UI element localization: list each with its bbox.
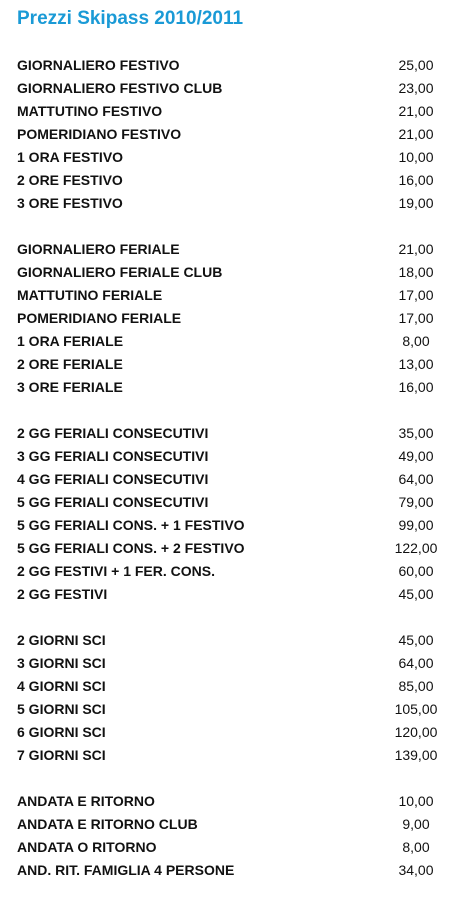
item-price: 8,00: [402, 333, 430, 349]
item-name: 5 GG FERIALI CONS. + 1 FESTIVO: [17, 517, 245, 533]
item-name: 5 GIORNI SCI: [17, 701, 106, 717]
item-price: 13,00: [398, 356, 434, 372]
price-row: [17, 790, 442, 813]
price-row: [17, 376, 442, 399]
item-name: POMERIDIANO FERIALE: [17, 310, 182, 326]
item-price: 9,00: [402, 816, 430, 832]
item-name: 4 GIORNI SCI: [17, 678, 106, 694]
price-group-festivo: [17, 54, 442, 215]
item-name: 6 GIORNI SCI: [17, 724, 106, 740]
price-row: [17, 422, 442, 445]
item-price: 17,00: [398, 287, 434, 303]
price-row: [17, 514, 442, 537]
item-price: 16,00: [398, 379, 434, 395]
price-row: [17, 583, 442, 606]
item-name: 2 GG FESTIVI + 1 FER. CONS.: [17, 563, 215, 579]
item-price: 79,00: [398, 494, 434, 510]
price-row: [17, 261, 442, 284]
item-price: 120,00: [394, 724, 438, 740]
item-name: ANDATA E RITORNO: [17, 793, 155, 809]
price-row: [17, 192, 442, 215]
item-name: MATTUTINO FERIALE: [17, 287, 163, 303]
item-name: 1 ORA FERIALE: [17, 333, 124, 349]
item-name: ANDATA E RITORNO CLUB: [17, 816, 198, 832]
item-name: 1 ORA FESTIVO: [17, 149, 124, 165]
price-row: [17, 238, 442, 261]
item-price: 8,00: [402, 839, 430, 855]
item-name: AND. RIT. FAMIGLIA 4 PERSONE: [17, 862, 235, 878]
item-name: 7 GIORNI SCI: [17, 747, 106, 763]
item-price: 10,00: [398, 149, 434, 165]
item-price: 105,00: [394, 701, 438, 717]
price-list: [17, 54, 442, 905]
price-row: [17, 468, 442, 491]
item-name: 2 GG FERIALI CONSECUTIVI: [17, 425, 209, 441]
page-title: Prezzi Skipass 2010/2011: [17, 8, 244, 29]
item-name: 3 ORE FERIALE: [17, 379, 123, 395]
price-row: [17, 537, 442, 560]
item-price: 99,00: [398, 517, 434, 533]
item-name: GIORNALIERO FESTIVO: [17, 57, 180, 73]
price-row: [17, 629, 442, 652]
item-price: 64,00: [398, 655, 434, 671]
item-name: GIORNALIERO FESTIVO CLUB: [17, 80, 223, 96]
price-row: [17, 284, 442, 307]
item-name: MATTUTINO FESTIVO: [17, 103, 163, 119]
price-row: [17, 859, 442, 882]
price-row: [17, 560, 442, 583]
item-name: 2 GIORNI SCI: [17, 632, 106, 648]
item-price: 21,00: [398, 241, 434, 257]
price-row: [17, 491, 442, 514]
item-name: POMERIDIANO FESTIVO: [17, 126, 182, 142]
item-name: ANDATA O RITORNO: [17, 839, 157, 855]
item-price: 16,00: [398, 172, 434, 188]
item-price: 21,00: [398, 126, 434, 142]
price-row: [17, 100, 442, 123]
item-name: 3 GG FERIALI CONSECUTIVI: [17, 448, 209, 464]
price-row: [17, 307, 442, 330]
item-name: 4 GG FERIALI CONSECUTIVI: [17, 471, 209, 487]
item-price: 45,00: [398, 586, 434, 602]
price-row: [17, 675, 442, 698]
item-price: 64,00: [398, 471, 434, 487]
item-price: 18,00: [398, 264, 434, 280]
item-price: 85,00: [398, 678, 434, 694]
price-group-giorni-sci: [17, 629, 442, 767]
item-price: 122,00: [394, 540, 438, 556]
item-price: 35,00: [398, 425, 434, 441]
item-price: 10,00: [398, 793, 434, 809]
price-row: [17, 744, 442, 767]
item-name: 5 GG FERIALI CONSECUTIVI: [17, 494, 209, 510]
price-row: [17, 445, 442, 468]
item-price: 17,00: [398, 310, 434, 326]
price-row: [17, 813, 442, 836]
item-name: 2 ORE FESTIVO: [17, 172, 123, 188]
price-group-andata-ritorno: [17, 790, 442, 882]
price-row: [17, 836, 442, 859]
price-row: [17, 353, 442, 376]
item-name: 2 GG FESTIVI: [17, 586, 108, 602]
price-group-feriale: [17, 238, 442, 399]
price-row: [17, 330, 442, 353]
price-row: [17, 123, 442, 146]
item-price: 21,00: [398, 103, 434, 119]
price-row: [17, 54, 442, 77]
price-row: [17, 169, 442, 192]
item-name: 2 ORE FERIALE: [17, 356, 123, 372]
item-name: 3 ORE FESTIVO: [17, 195, 123, 211]
item-price: 45,00: [398, 632, 434, 648]
price-row: [17, 77, 442, 100]
item-name: 3 GIORNI SCI: [17, 655, 106, 671]
item-name: GIORNALIERO FERIALE CLUB: [17, 264, 223, 280]
item-price: 139,00: [394, 747, 438, 763]
item-price: 19,00: [398, 195, 434, 211]
price-row: [17, 721, 442, 744]
item-price: 23,00: [398, 80, 434, 96]
price-row: [17, 652, 442, 675]
price-group-consecutivi: [17, 422, 442, 606]
item-name: 5 GG FERIALI CONS. + 2 FESTIVO: [17, 540, 245, 556]
item-price: 25,00: [398, 57, 434, 73]
item-name: GIORNALIERO FERIALE: [17, 241, 180, 257]
item-price: 60,00: [398, 563, 434, 579]
price-row: [17, 146, 442, 169]
item-price: 34,00: [398, 862, 434, 878]
item-price: 49,00: [398, 448, 434, 464]
price-row: [17, 698, 442, 721]
